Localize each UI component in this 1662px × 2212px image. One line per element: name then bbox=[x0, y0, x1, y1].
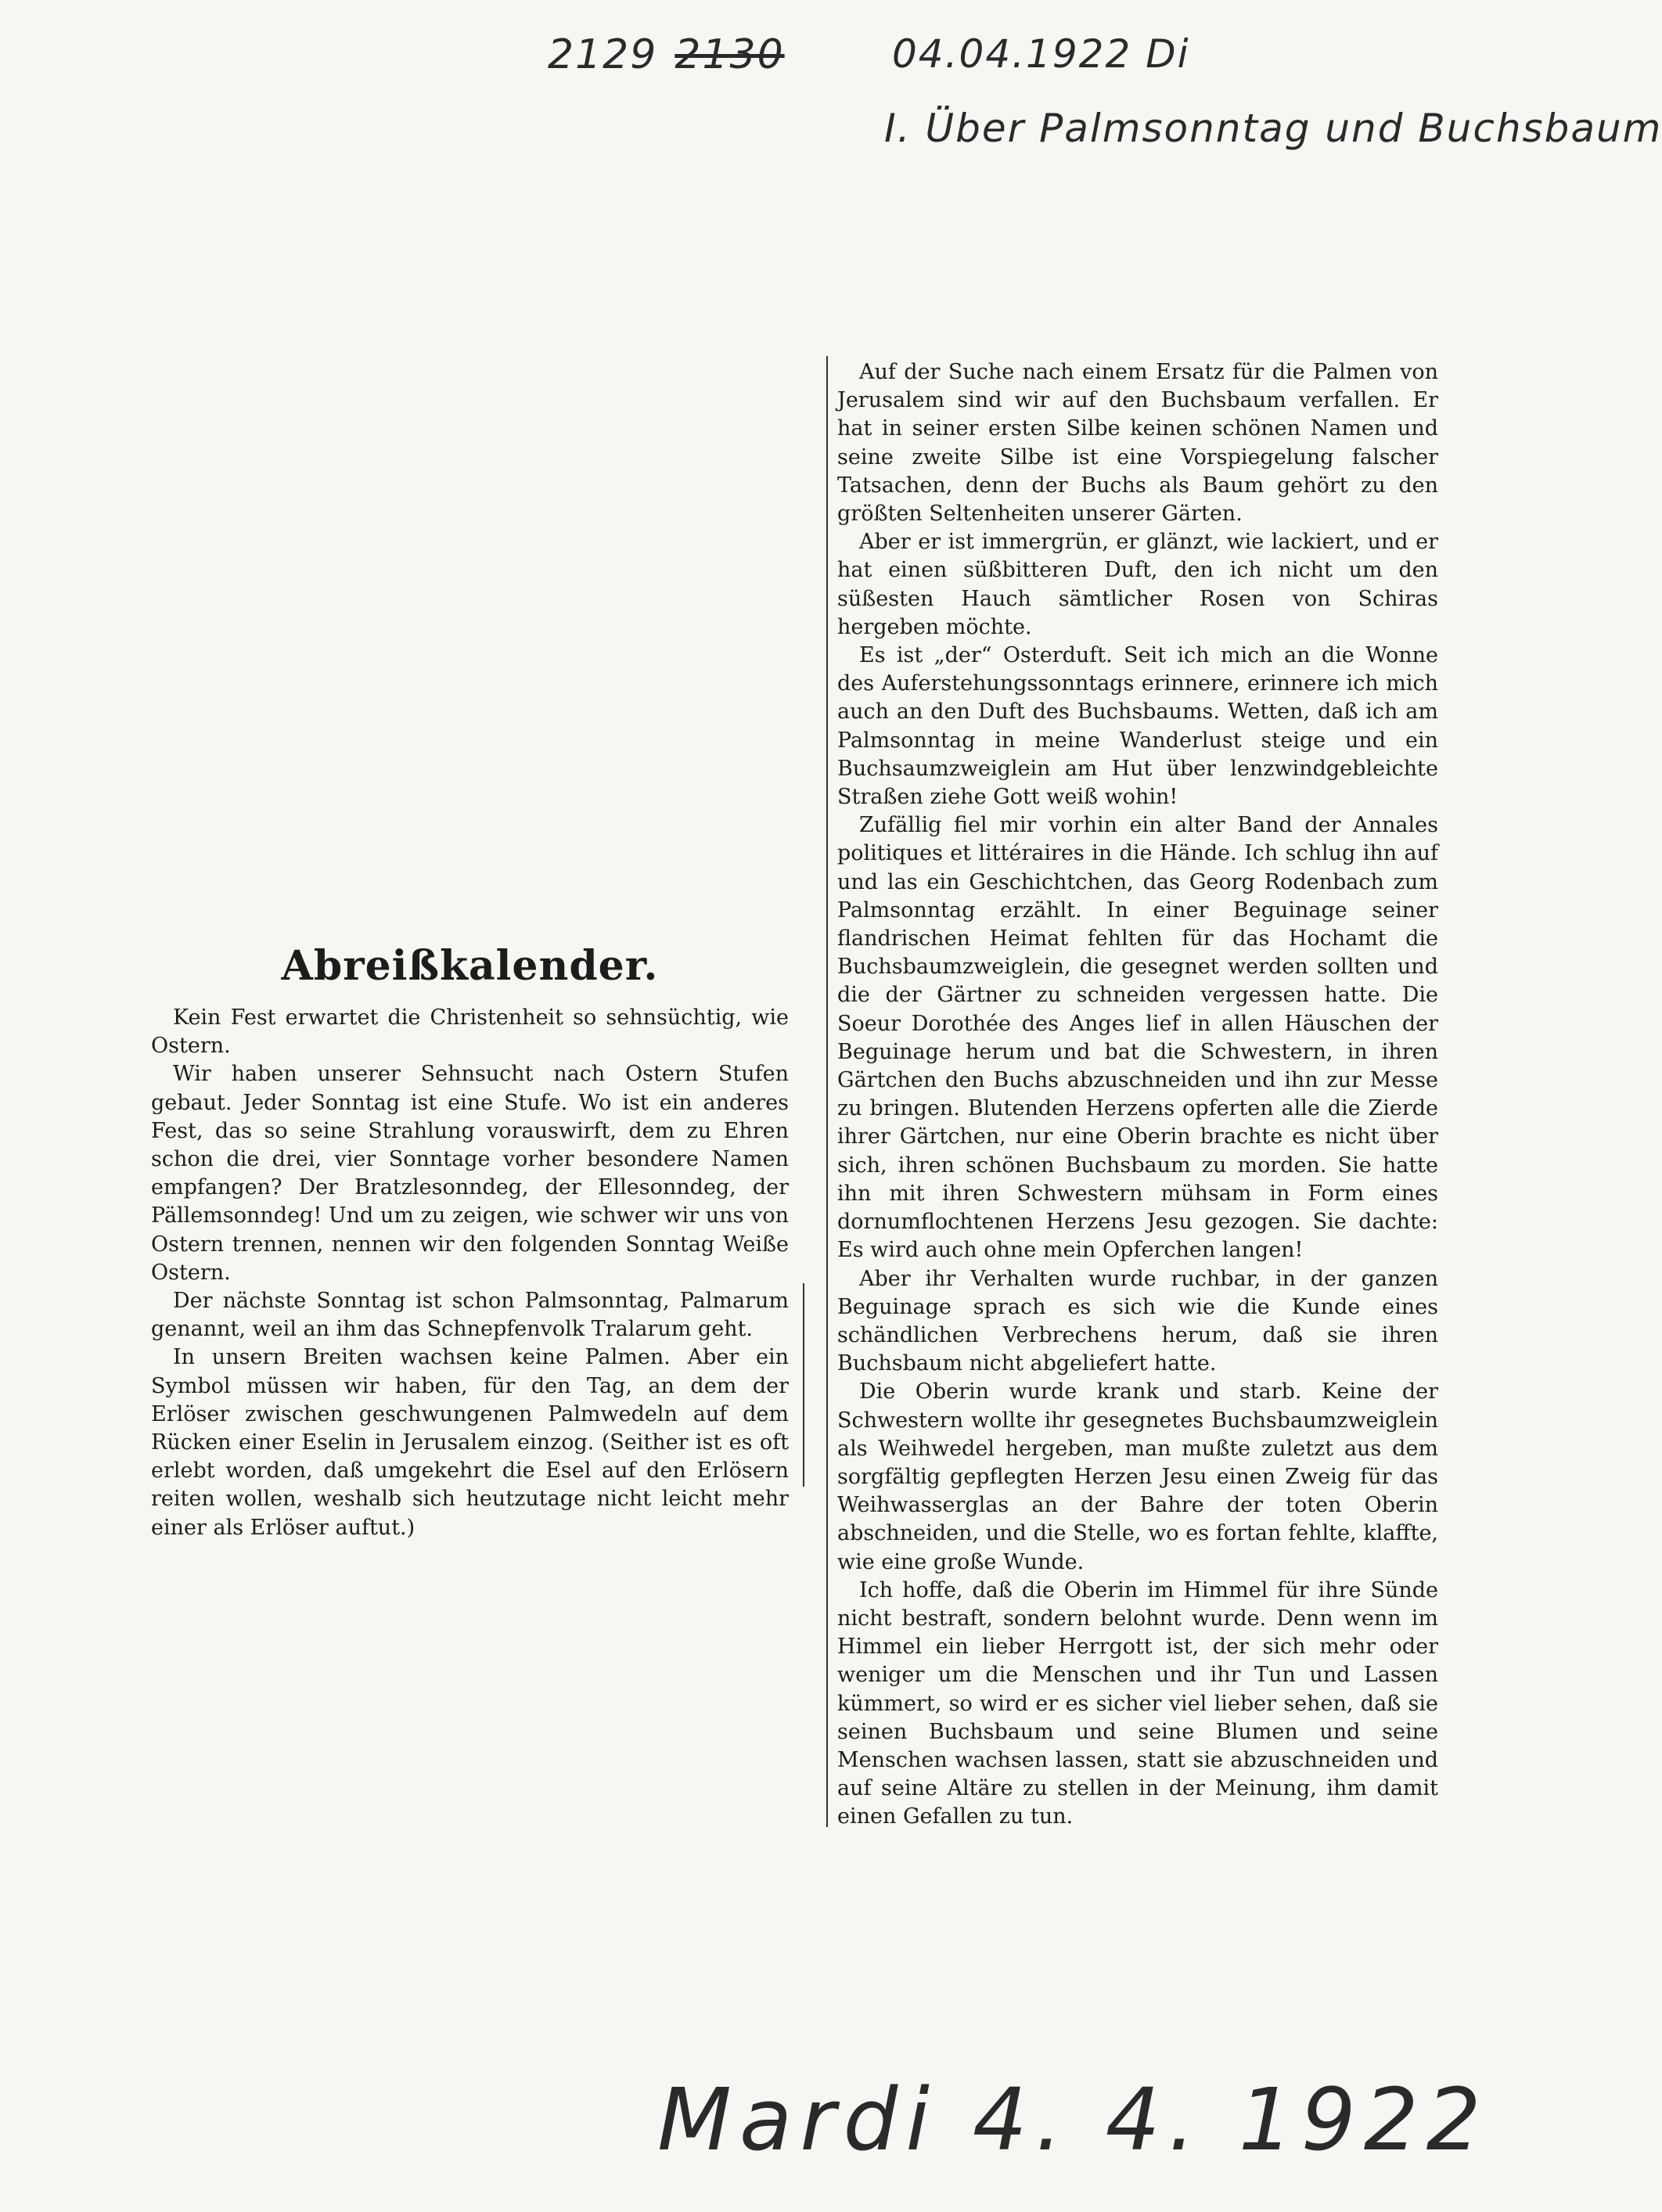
article-paragraph: Der nächste Sonntag ist schon Palmsonntag, Palmarum genannt, weil an ihm das Schnepfenvolk Tralarum geht. bbox=[151, 1289, 789, 1342]
date-annotation-top: 04.04.1922 Di bbox=[892, 31, 1190, 77]
article-paragraph: Kein Fest erwartet die Christenheit so sehnsüchtig, wie Ostern. bbox=[151, 1005, 789, 1059]
article-paragraph: Aber ihr Verhalten wurde ruchbar, in der ganzen Beguinage sprach es sich wie die Kunde eines schändlichen Verbrechens herum, daß sie ihren Buchsbaum nicht abgeliefert hatte. bbox=[837, 1266, 1438, 1376]
archive-number-current: 2129 bbox=[548, 31, 658, 78]
topic-annotation: I. Über Palmsonntag und Buchsbaum bbox=[884, 106, 1662, 151]
article-paragraph: Ich hoffe, daß die Oberin im Himmel für ihre Sünde nicht bestraft, sondern belohnt wurde. Denn wenn im Himmel ein lieber Herrgott ist, der sich mehr oder weniger um die Menschen und ihr Tun und Lassen kümmert, so wird er es sicher viel lieber sehen, daß sie seinen Buchsbaum und seine Blumen und seine Menschen wachsen lassen, statt sie abzuschneiden und auf seine Altäre zu stellen in der Meinung, ihm damit einen Gefallen zu tun. bbox=[837, 1577, 1438, 1829]
column-rule-left bbox=[803, 1283, 804, 1487]
date-annotation-bottom: Mardi 4. 4. 1922 bbox=[657, 2070, 1489, 2170]
column-rule-right bbox=[826, 356, 828, 1827]
article-paragraph: Zufällig fiel mir vorhin ein alter Band der Annales politiques et littéraires in die Hände. Ich schlug ihn auf und las ein Geschichtchen, das Georg Rodenbach zum Palmsonntag erzählt. In einer Beguinage seiner flandrischen Heimat fehlten für das Hochamt die Buchsbaumzweiglein, die gesegnet werden sollten und die der Gärtner zu schneiden vergessen hatte. Die Soeur Dorothée des Anges lief in allen Häuschen der Beguinage herum und bat die Schwestern, in ihren Gärtchen den Buchs abzuschneiden und ihn zur Messe zu bringen. Blutenden Herzens opferten alle die Zierde ihrer Gärtchen, nur eine Oberin brachte es nicht über sich, ihren schönen Buchsbaum zu morden. Sie hatte ihn mit ihren Schwestern mühsam in Form eines dornumflochtenen Herzens Jesu gezogen. Sie dachte: Es wird auch ohne mein Opferchen langen! bbox=[837, 813, 1438, 1263]
article-paragraph: Die Oberin wurde krank und starb. Keine der Schwestern wollte ihr gesegnetes Buchsbaumzweiglein als Weihwedel hergeben, man mußte zuletzt aus dem sorgfältig gepflegten Herzen Jesu einen Zweig für das Weihwasserglas an der Bahre der toten Oberin abschneiden, und die Stelle, wo es fortan fehlte, klaffte, wie eine große Wunde. bbox=[837, 1379, 1438, 1574]
article-paragraph: Es ist „der“ Osterduft. Seit ich mich an die Wonne des Auferstehungssonntags erinnere, erinnere ich mich auch an den Duft des Buchsbaums. Wetten, daß ich am Palmsonntag in meine Wanderlust steige und ein Buchsaumzweiglein am Hut über lenzwindgebleichte Straßen ziehe Gott weiß wohin! bbox=[837, 643, 1438, 810]
article-paragraph: Auf der Suche nach einem Ersatz für die Palmen von Jerusalem sind wir auf den Buchsbaum verfallen. Er hat in seiner ersten Silbe keinen schönen Namen und seine zweite Silbe ist eine Vorspiegelung falscher Tatsachen, denn der Buchs als Baum gehört zu den größten Seltenheiten unserer Gärten. bbox=[837, 360, 1438, 527]
archive-number-struck: 2130 bbox=[675, 31, 785, 78]
article-paragraph: In unsern Breiten wachsen keine Palmen. Aber ein Symbol müssen wir haben, für den Tag, an dem der Erlöser zwischen geschwungenen Palmwedeln auf dem Rücken einer Eselin in Jerusalem einzog. (Seither ist es oft erlebt worden, daß umgekehrt die Esel auf den Erlösern reiten wollen, weshalb sich heutzutage nicht leicht mehr einer als Erlöser auftut.) bbox=[151, 1345, 789, 1540]
article-paragraph: Aber er ist immergrün, er glänzt, wie lackiert, und er hat einen süßbitteren Duft, den ich nicht um den süßesten Hauch sämtlicher Rosen von Schiras hergeben möchte. bbox=[837, 530, 1438, 639]
article-left-column bbox=[151, 943, 789, 1542]
archive-number-annotation bbox=[548, 31, 785, 78]
article-title: Abreißkalender. bbox=[281, 942, 659, 990]
article-paragraph: Wir haben unserer Sehnsucht nach Ostern Stufen gebaut. Jeder Sonntag ist eine Stufe. Wo ist ein anderes Fest, das so seine Strahlung vorauswirft, dem zu Ehren schon die drei, vier Sonntage vorher besondere Namen empfangen? Der Bratzlesonndeg, der Ellesonndeg, der Pällemsonndeg! Und um zu zeigen, wie schwer wir uns von Ostern trennen, nennen wir den folgenden Sonntag Weiße Ostern. bbox=[151, 1062, 789, 1285]
article-right-column bbox=[837, 358, 1438, 1832]
